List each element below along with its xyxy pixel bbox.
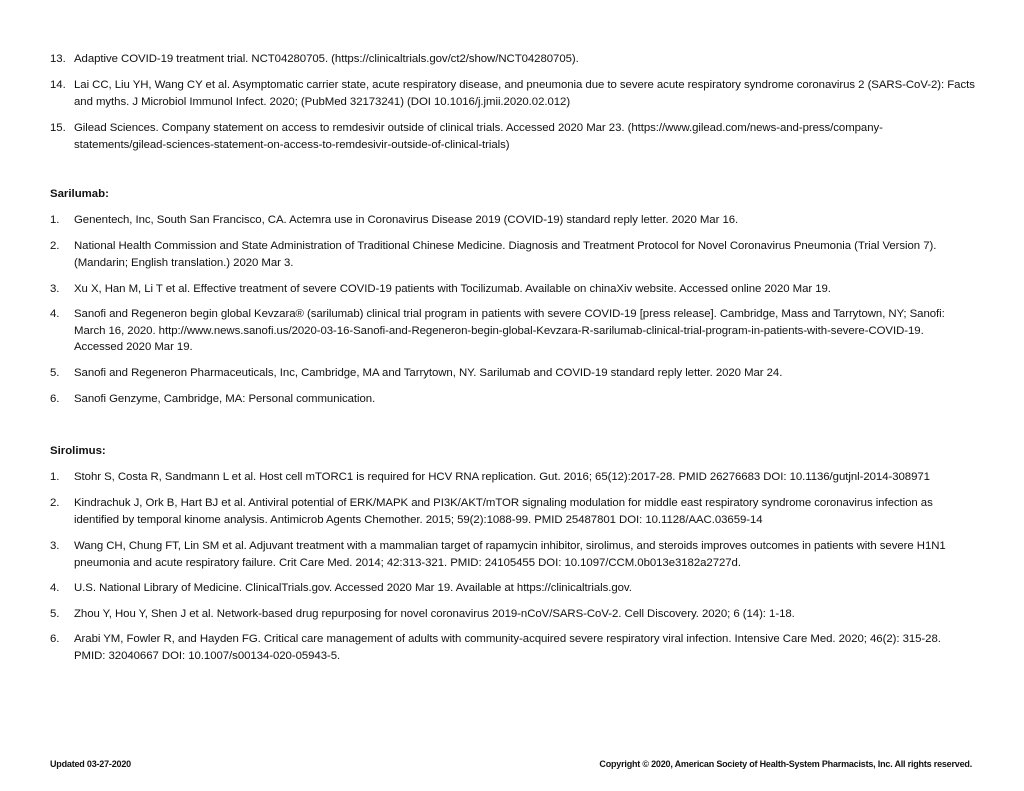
reference-text: Kindrachuk J, Ork B, Hart BJ et al. Antiviral potential of ERK/MAPK and PI3K/AKT/mTOR signaling modulation for middle east respiratory syndrome coronavirus infection as identified by temporal kinome analysis. Antimicrob Agents Chemother. 2015; 59(2):1088-99. PMID 25487801 DOI: 10.1128/AAC.03659-14 — [74, 497, 933, 526]
section-heading-sirolimus: Sirolimus: — [50, 445, 106, 457]
reference-item — [50, 495, 975, 528]
reference-number: 1. — [50, 471, 60, 483]
reference-number: 2. — [50, 497, 60, 509]
reference-item — [50, 238, 975, 271]
reference-text: Lai CC, Liu YH, Wang CY et al. Asymptomatic carrier state, acute respiratory disease, and pneumonia due to severe acute respiratory syndrome coronavirus 2 (SARS-CoV-2): Facts and myths. J Microbiol Immunol Infect. 2020; (PubMed 32173241) (DOI 10.1016/j.jmii.2020.02.012) — [74, 79, 975, 108]
reference-text: Sanofi and Regeneron begin global Kevzara® (sarilumab) clinical trial program in patients with severe COVID-19 [press release]. Cambridge, Mass and Tarrytown, NY; Sanofi: March 16, 2020. http://www.news.sanofi.us/2020-03-16-Sanofi-and-Regeneron-begin-global-Kevzara-R-sarilumab-clinical-trial-program-in-patients-with-severe-COVID-19. Accessed 2020 Mar 19. — [74, 308, 945, 354]
reference-number: 4. — [50, 308, 60, 320]
reference-item — [50, 538, 975, 571]
reference-text: Stohr S, Costa R, Sandmann L et al. Host cell mTORC1 is required for HCV RNA replication. Gut. 2016; 65(12):2017-28. PMID 26276683 DOI: 10.1136/gutjnl-2014-308971 — [74, 471, 930, 483]
reference-text: Gilead Sciences. Company statement on access to remdesivir outside of clinical trials. Accessed 2020 Mar 23. (https://www.gilead.com/news-and-press/company-statements/gilead-sciences-statement-on-access-to-remdesivir-outside-of-clinical-trials) — [74, 122, 883, 151]
reference-text: Genentech, Inc, South San Francisco, CA. Actemra use in Coronavirus Disease 2019 (COVID-19) standard reply letter. 2020 Mar 16. — [74, 214, 739, 226]
reference-item — [50, 281, 975, 298]
reference-number: 3. — [50, 540, 60, 552]
reference-number: 14. — [50, 79, 66, 91]
section-heading-sarilumab: Sarilumab: — [50, 188, 109, 200]
reference-number: 2. — [50, 240, 60, 252]
reference-number: 3. — [50, 283, 60, 295]
reference-text: Sanofi and Regeneron Pharmaceuticals, Inc, Cambridge, MA and Tarrytown, NY. Sarilumab and COVID-19 standard reply letter. 2020 Mar 24. — [74, 367, 783, 379]
reference-text: Adaptive COVID-19 treatment trial. NCT04280705. (https://clinicaltrials.gov/ct2/show/NCT04280705). — [74, 53, 579, 65]
reference-item — [50, 120, 975, 153]
reference-item — [50, 306, 975, 356]
footer-updated-date: Updated 03-27-2020 — [50, 759, 131, 769]
reference-number: 1. — [50, 214, 60, 226]
reference-text: National Health Commission and State Administration of Traditional Chinese Medicine. Diagnosis and Treatment Protocol for Novel Coronavirus Pneumonia (Trial Version 7). (Mandarin; English translation.) 2020 Mar 3. — [74, 240, 937, 269]
reference-text: Xu X, Han M, Li T et al. Effective treatment of severe COVID-19 patients with Tocilizumab. Available on chinaXiv website. Accessed online 2020 Mar 19. — [74, 283, 831, 295]
reference-item — [50, 469, 975, 486]
reference-number: 5. — [50, 367, 60, 379]
reference-number: 15. — [50, 122, 66, 134]
reference-item — [50, 212, 975, 229]
reference-number: 4. — [50, 582, 60, 594]
reference-number: 5. — [50, 608, 60, 620]
reference-item — [50, 365, 975, 382]
reference-item — [50, 606, 975, 623]
reference-number: 6. — [50, 393, 60, 405]
reference-number: 6. — [50, 633, 60, 645]
reference-text: U.S. National Library of Medicine. ClinicalTrials.gov. Accessed 2020 Mar 19. Available at https://clinicaltrials.gov. — [74, 582, 632, 594]
reference-text: Arabi YM, Fowler R, and Hayden FG. Critical care management of adults with community-acquired severe respiratory viral infection. Intensive Care Med. 2020; 46(2): 315-28. PMID: 32040667 DOI: 10.1007/s00134-020-05943-5. — [74, 633, 941, 662]
reference-text: Sanofi Genzyme, Cambridge, MA: Personal communication. — [74, 393, 376, 405]
reference-item — [50, 51, 975, 68]
footer-copyright: Copyright © 2020, American Society of Health-System Pharmacists, Inc. All rights reserved. — [599, 759, 972, 769]
reference-number: 13. — [50, 53, 66, 65]
reference-text: Wang CH, Chung FT, Lin SM et al. Adjuvant treatment with a mammalian target of rapamycin inhibitor, sirolimus, and steroids improves outcomes in patients with severe H1N1 pneumonia and acute respiratory failure. Crit Care Med. 2014; 42:313-321. PMID: 24105455 DOI: 10.1097/CCM.0b013e3182a2727d. — [74, 540, 946, 569]
reference-item — [50, 391, 975, 408]
reference-item — [50, 631, 975, 664]
reference-item — [50, 580, 975, 597]
reference-item — [50, 77, 975, 110]
reference-text: Zhou Y, Hou Y, Shen J et al. Network-based drug repurposing for novel coronavirus 2019-nCoV/SARS-CoV-2. Cell Discovery. 2020; 6 (14): 1-18. — [74, 608, 795, 620]
